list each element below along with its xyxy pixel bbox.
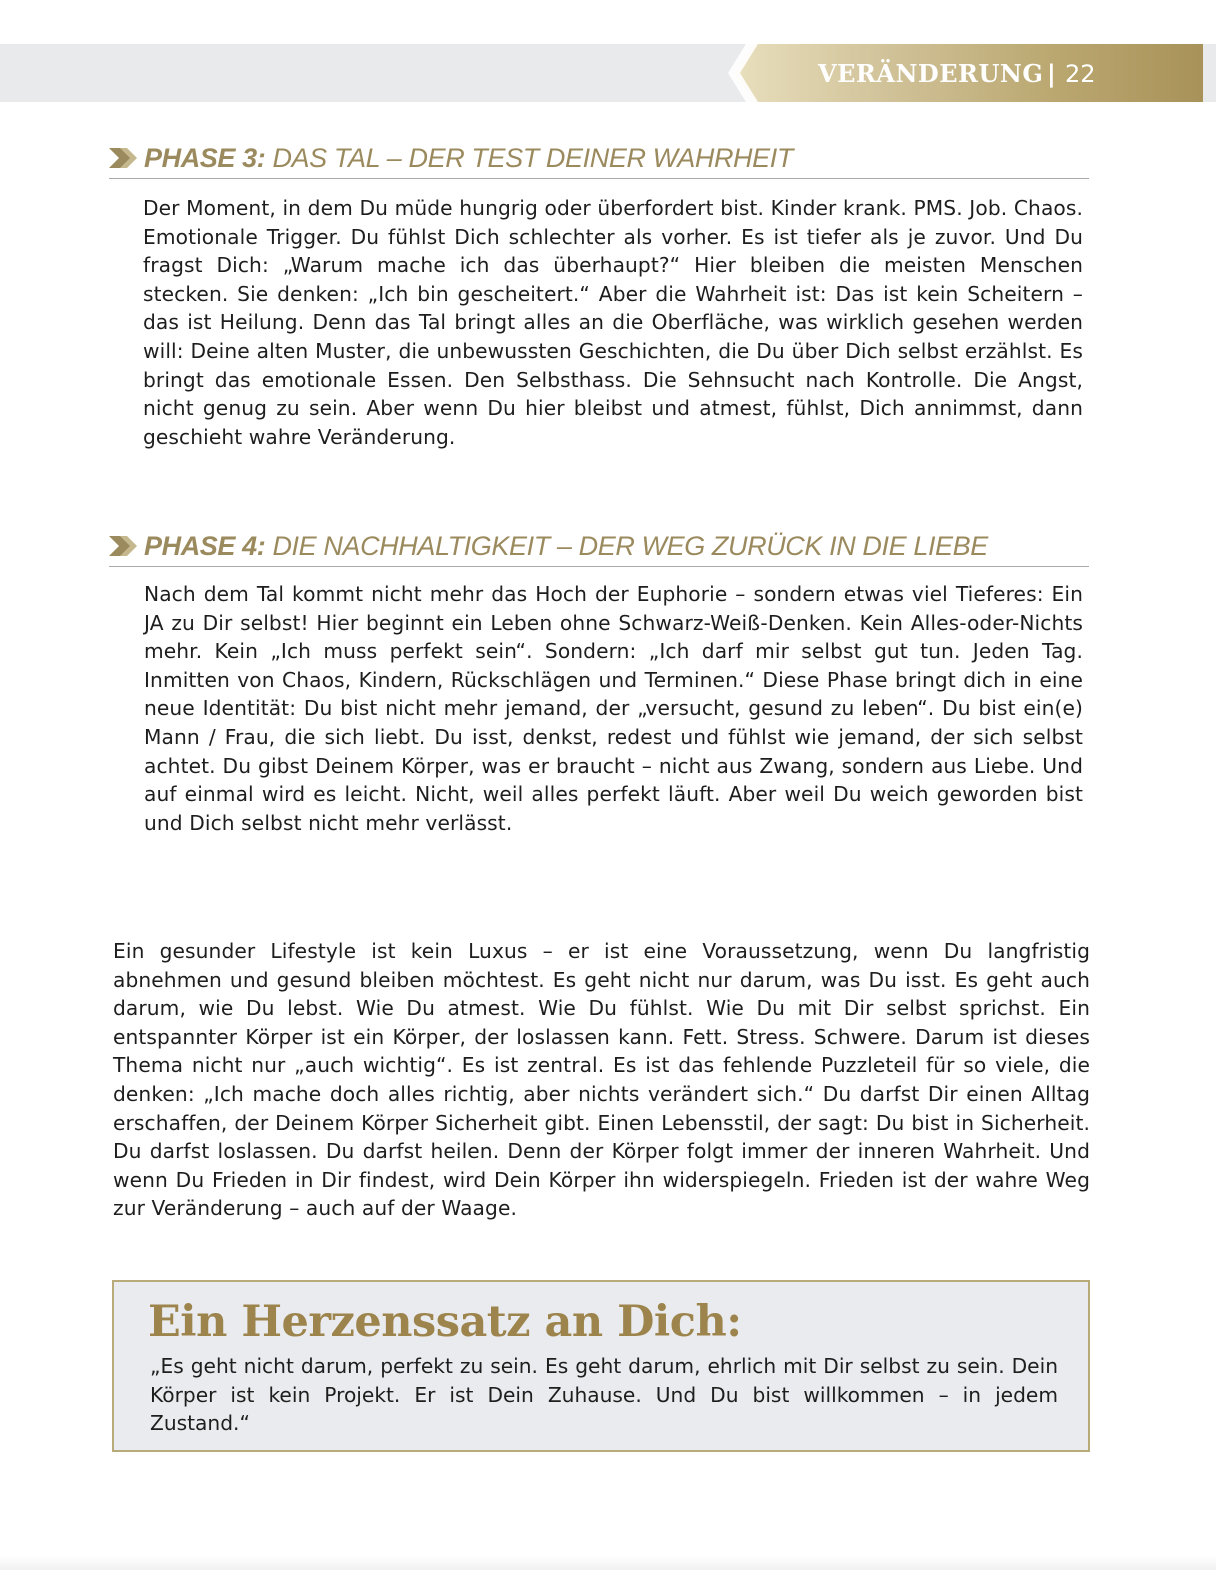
lifestyle-paragraph: Ein gesunder Lifestyle ist kein Luxus – er ist eine Voraussetzung, wenn Du langfristig abnehmen und gesund bleiben möchtest. Es geht nicht nur darum, was Du isst. Es geht auch darum, wie Du lebst. Wie Du atmest. Wie Du fühlst. Wie Du mit Dir selbst sprichst. Ein entspannter Körper ist ein Körper, der loslassen kann. Fett. Stress. Schwere. Darum ist dieses Thema nicht nur „auch wichtig“. Es ist zentral. Es ist das fehlende Puzzleteil für so viele, die denken: „Ich mache doch alles richtig, aber nichts verändert sich.“ Du darfst Dir einen Alltag erschaffen, der Deinem Körper Sicherheit gibt. Einen Lebensstil, der sagt: Du bist in Sicherheit. Du darfst loslassen. Du darfst heilen. Denn der Körper folgt immer der inneren Wahrheit. Und wenn Du Frieden in Dir findest, wird Dein Körper ihn widerspiegeln. Frieden ist der wahre Weg zur Veränderung – auch auf der Waage. [113, 939, 1090, 1221]
phase4-title [144, 526, 988, 566]
header-separator: | [1047, 60, 1056, 88]
phase3-title [144, 138, 793, 178]
phase4-title-text: DIE NACHHALTIGKEIT – DER WEG ZURÜCK IN DIE LIEBE [272, 531, 988, 561]
heart-box-title: Ein Herzenssatz an Dich: [148, 1297, 742, 1347]
chevron-arrow-icon [109, 536, 143, 556]
page-number: 22 [1065, 60, 1096, 88]
heart-quote-box [112, 1280, 1090, 1452]
phase4-label: PHASE 4: [144, 531, 266, 561]
phase4-heading [109, 526, 1089, 567]
chevron-arrow-icon [109, 148, 143, 168]
phase3-title-text: DAS TAL – DER TEST DEINER WAHRHEIT [272, 143, 793, 173]
chapter-title: VERÄNDERUNG [818, 59, 1044, 88]
phase3-body: Der Moment, in dem Du müde hungrig oder überfordert bist. Kinder krank. PMS. Job. Chaos. Emotionale Trigger. Du fühlst Dich schlechter als vorher. Es ist tiefer als je zuvor. Und Du fragst Dich: „Warum mache ich das überhaupt?“ Hier bleiben die meisten Menschen stecken. Sie denken: „Ich bin gescheitert.“ Aber die Wahrheit ist: Das ist kein Scheitern – das ist Heilung. Denn das Tal bringt alles an die Oberfläche, was wirklich gesehen werden will: Deine alten Muster, die unbewussten Geschichten, die Du über Dich selbst erzählst. Es bringt das emotionale Essen. Den Selbsthass. Die Sehnsucht nach Kontrolle. Die Angst, nicht genug zu sein. Aber wenn Du hier bleibst und atmest, fühlst, Dich annimmst, dann geschieht wahre Veränderung. [143, 196, 1083, 449]
heart-box-quote: „Es geht nicht darum, perfekt zu sein. Es geht darum, ehrlich mit Dir selbst zu sein. Dein Körper ist kein Projekt. Er ist Dein Zuhause. Und Du bist willkommen – in jedem Zustand.“ [150, 1354, 1058, 1436]
page-bottom-edge [0, 1556, 1216, 1570]
phase4-body: Nach dem Tal kommt nicht mehr das Hoch der Euphorie – sondern etwas viel Tieferes: Ein JA zu Dir selbst! Hier beginnt ein Leben ohne Schwarz-Weiß-Denken. Kein Alles-oder-Nichts mehr. Kein „Ich muss perfekt sein“. Sondern: „Ich darf mir selbst gut tun. Jeden Tag. Inmitten von Chaos, Kindern, Rückschlägen und Terminen.“ Diese Phase bringt dich in eine neue Identität: Du bist nicht mehr jemand, der „versucht, gesund zu leben“. Du bist ein(e) Mann / Frau, die sich liebt. Du isst, denkst, redest und fühlst wie jemand, der sich selbst achtet. Du gibst Deinem Körper, was er braucht – nicht aus Zwang, sondern aus Liebe. Und auf einmal wird es leicht. Nicht, weil alles perfekt läuft. Aber weil Du weich geworden bist und Dich selbst nicht mehr verlässt. [144, 582, 1083, 835]
phase3-heading [109, 138, 1089, 179]
phase3-label: PHASE 3: [144, 143, 266, 173]
